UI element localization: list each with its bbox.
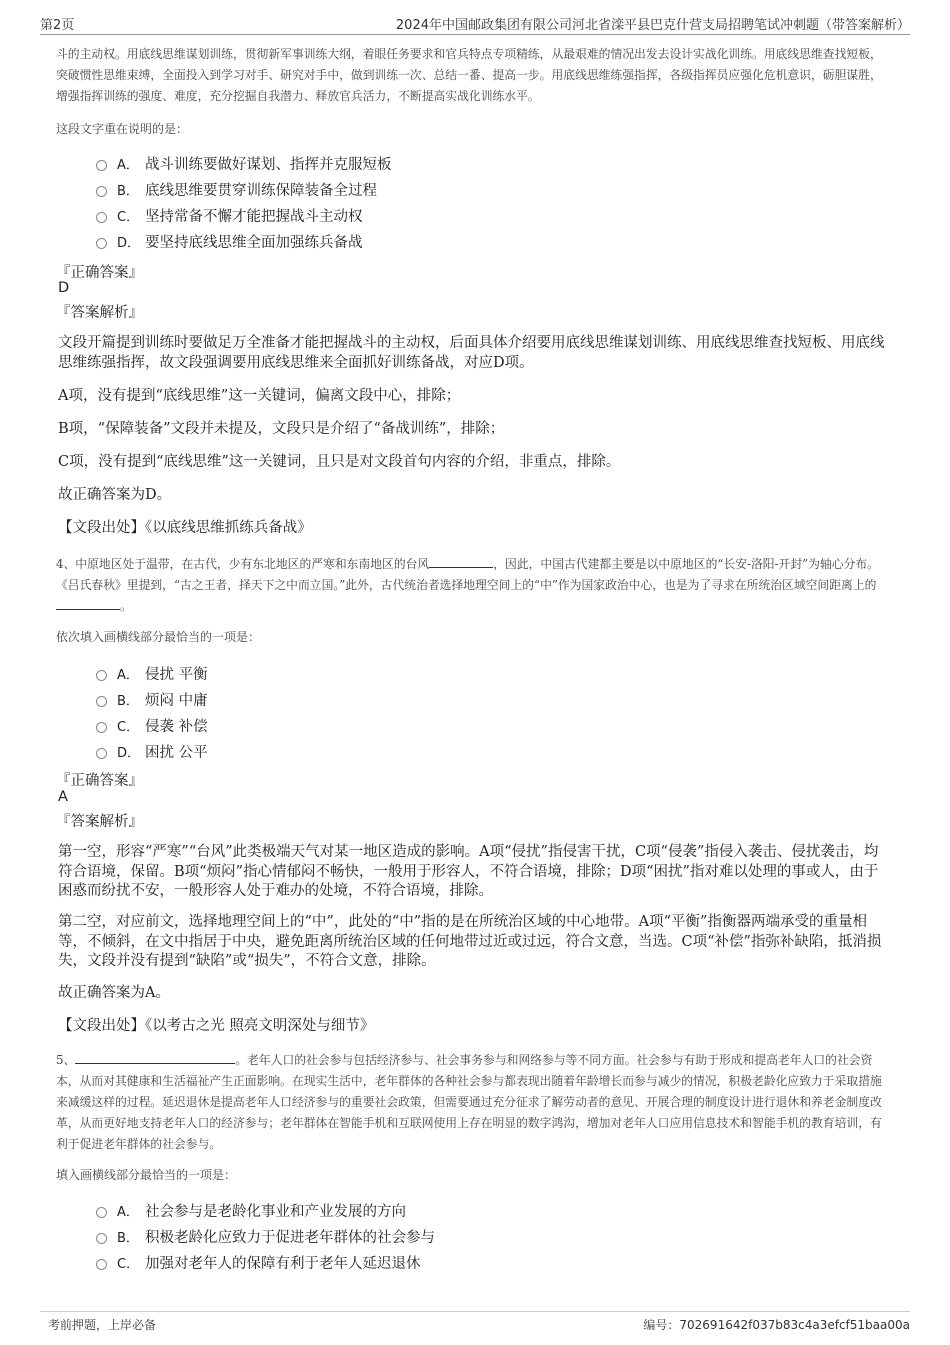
q3-option-d[interactable]: D． 要坚持底线思维全面加强练兵备战: [96, 231, 363, 251]
radio-icon[interactable]: [96, 186, 107, 197]
q4-option-c[interactable]: C． 侵袭 补偿: [96, 715, 208, 735]
q5-option-b[interactable]: B． 积极老龄化应致力于促进老年群体的社会参与: [96, 1226, 435, 1246]
q3-answer-label: 『正确答案』: [56, 265, 143, 281]
q4-prompt: 依次填入画横线部分最恰当的一项是：: [56, 630, 261, 644]
blank-2: [56, 597, 120, 610]
q3-passage: 斗的主动权。用底线思维谋划训练，贯彻新军事训练大纲，着眼任务要求和官兵特点专项精练，从最艰难的情况出发去设计实战化训练。用底线思维查找短板，突破惯性思维束缚，全面投入到学习对手、研究对手中，做到训练一次、总结一番、提高一步。用底线思维练强指挥，各级指挥员应强化危机意识，砺胆谋胜，增强指挥训练的强度、难度，充分挖掘自我潜力、释放官兵活力，不断提高实战化训练水平。: [56, 47, 882, 103]
q3-conclusion: 故正确答案为D。: [58, 487, 172, 503]
blank-1: [75, 1051, 235, 1064]
q4-analysis-second: 第二空，对应前文，选择地理空间上的“中”，此处的“中”指的是在所统治区域的中心地带。A项“平衡”指衡器两端承受的重量相等，不倾斜，在文中指居于中央，避免距离所统治区域的任何地带过近或过远，符合文意，当选。C项“补偿”指弥补缺陷，抵消损失，文段并没有提到“缺陷”或“损失”，不符合文意，排除。: [58, 914, 882, 969]
q4-option-b[interactable]: B． 烦闷 中庸: [96, 689, 208, 709]
q4-answer: A: [58, 789, 68, 805]
radio-icon[interactable]: [96, 212, 107, 223]
radio-icon[interactable]: [96, 1233, 107, 1244]
radio-icon[interactable]: [96, 748, 107, 759]
q5-passage: 5、 。老年人口的社会参与包括经济参与、社会事务参与和网络参与等不同方面。社会参与有助于形成和提高老年人口的社会资本，从而对其健康和生活福祉产生正面影响。在现实生活中，老年群体的各种社会参与都表现出随着年龄增长而参与减少的情况，积极老龄化应致力于采取措施来减缓这样的过程。延迟退休是提高老年人口经济参与的重要社会政策，但需要通过充分征求了解劳动者的意见、开展合理的制度设计进行退休和养老金制度改革，从而更好地支持老年人口的经济参与；老年群体在智能手机和互联网使用上存在明显的数字鸿沟，增加对老年人口应用信息技术和智能手机的教育培训，有利于促进老年群体的社会参与。: [56, 1053, 882, 1151]
radio-icon[interactable]: [96, 1259, 107, 1270]
q3-analysis-main: 文段开篇提到训练时要做足万全准备才能把握战斗的主动权，后面具体介绍要用底线思维谋划训练、用底线思维查找短板、用底线思维练强指挥，故文段强调要用底线思维来全面抓好训练备战，对应D项。: [58, 335, 885, 371]
radio-icon[interactable]: [96, 696, 107, 707]
page-footer: [40, 1311, 910, 1336]
q4-answer-label: 『正确答案』: [56, 773, 143, 789]
footer-slogan: 考前押题，上岸必备: [48, 1318, 157, 1332]
q3-option-c[interactable]: C． 坚持常备不懈才能把握战斗主动权: [96, 205, 363, 225]
q4-analysis-first: 第一空，形容“严寒”“台风”此类极端天气对某一地区造成的影响。A项“侵扰”指侵害干扰，C项“侵袭”指侵入袭击、侵扰袭击，均符合语境，保留。B项“烦闷”指心情郁闷不畅快，一般用于形容人，不符合语境，排除；D项“困扰”指对难以处理的事或人，由于困惑而纷扰不安，一般形容人处于难办的处境，不符合语境，排除。: [58, 844, 879, 899]
q3-prompt: 这段文字重在说明的是：: [56, 122, 189, 136]
q4-option-a[interactable]: A． 侵扰 平衡: [96, 663, 208, 683]
q3-analysis-a: A项，没有提到“底线思维”这一关键词，偏离文段中心，排除；: [58, 388, 461, 404]
q3-option-b[interactable]: B． 底线思维要贯穿训练保障装备全过程: [96, 179, 377, 199]
q3-analysis-c: C项，没有提到“底线思维”这一关键词，且只是对文段首句内容的介绍，非重点，排除。: [58, 454, 621, 470]
q3-source: 【文段出处】《以底线思维抓练兵备战》: [58, 520, 312, 536]
q3-analysis-label: 『答案解析』: [56, 305, 143, 321]
radio-icon[interactable]: [96, 160, 107, 171]
q3-option-a[interactable]: A． 战斗训练要做好谋划、指挥并克服短板: [96, 153, 392, 173]
q5-option-a[interactable]: A． 社会参与是老龄化事业和产业发展的方向: [96, 1200, 406, 1220]
radio-icon[interactable]: [96, 722, 107, 733]
q5-prompt: 填入画横线部分最恰当的一项是：: [56, 1168, 237, 1182]
q4-analysis-label: 『答案解析』: [56, 814, 143, 830]
page-number: 第2页: [40, 18, 75, 33]
q4-passage: 4、中原地区处于温带，在古代，少有东北地区的严寒和东南地区的台风 ，因此，中国古代建都主要是以中原地区的“长安-洛阳-开封”为轴心分布。《吕氏春秋》里提到，“古之王者，择天下之中而立国。”此外，古代统治者选择地理空间上的“中”作为国家政治中心，也是为了寻求在所统治区域空间距离上的。: [56, 557, 879, 613]
page-header: [40, 14, 910, 35]
q3-answer: D: [58, 280, 70, 296]
q4-option-d[interactable]: D． 困扰 公平: [96, 741, 208, 761]
q5-option-c[interactable]: C． 加强对老年人的保障有利于老年人延迟退休: [96, 1252, 421, 1272]
radio-icon[interactable]: [96, 670, 107, 681]
q4-source: 【文段出处】《以考古之光 照亮文明深处与细节》: [58, 1018, 375, 1034]
radio-icon[interactable]: [96, 1207, 107, 1218]
document-title: 2024年中国邮政集团有限公司河北省滦平县巴克什营支局招聘笔试冲刺题（带答案解析）: [395, 18, 910, 33]
q4-conclusion: 故正确答案为A。: [58, 985, 170, 1001]
document-id: 编号：702691642f037b83c4a3efcf51baa00a: [643, 1318, 910, 1332]
q3-analysis-b: B项，“保障装备”文段并未提及，文段只是介绍了“备战训练”，排除；: [58, 421, 505, 437]
blank-1: [429, 555, 493, 568]
radio-icon[interactable]: [96, 238, 107, 249]
